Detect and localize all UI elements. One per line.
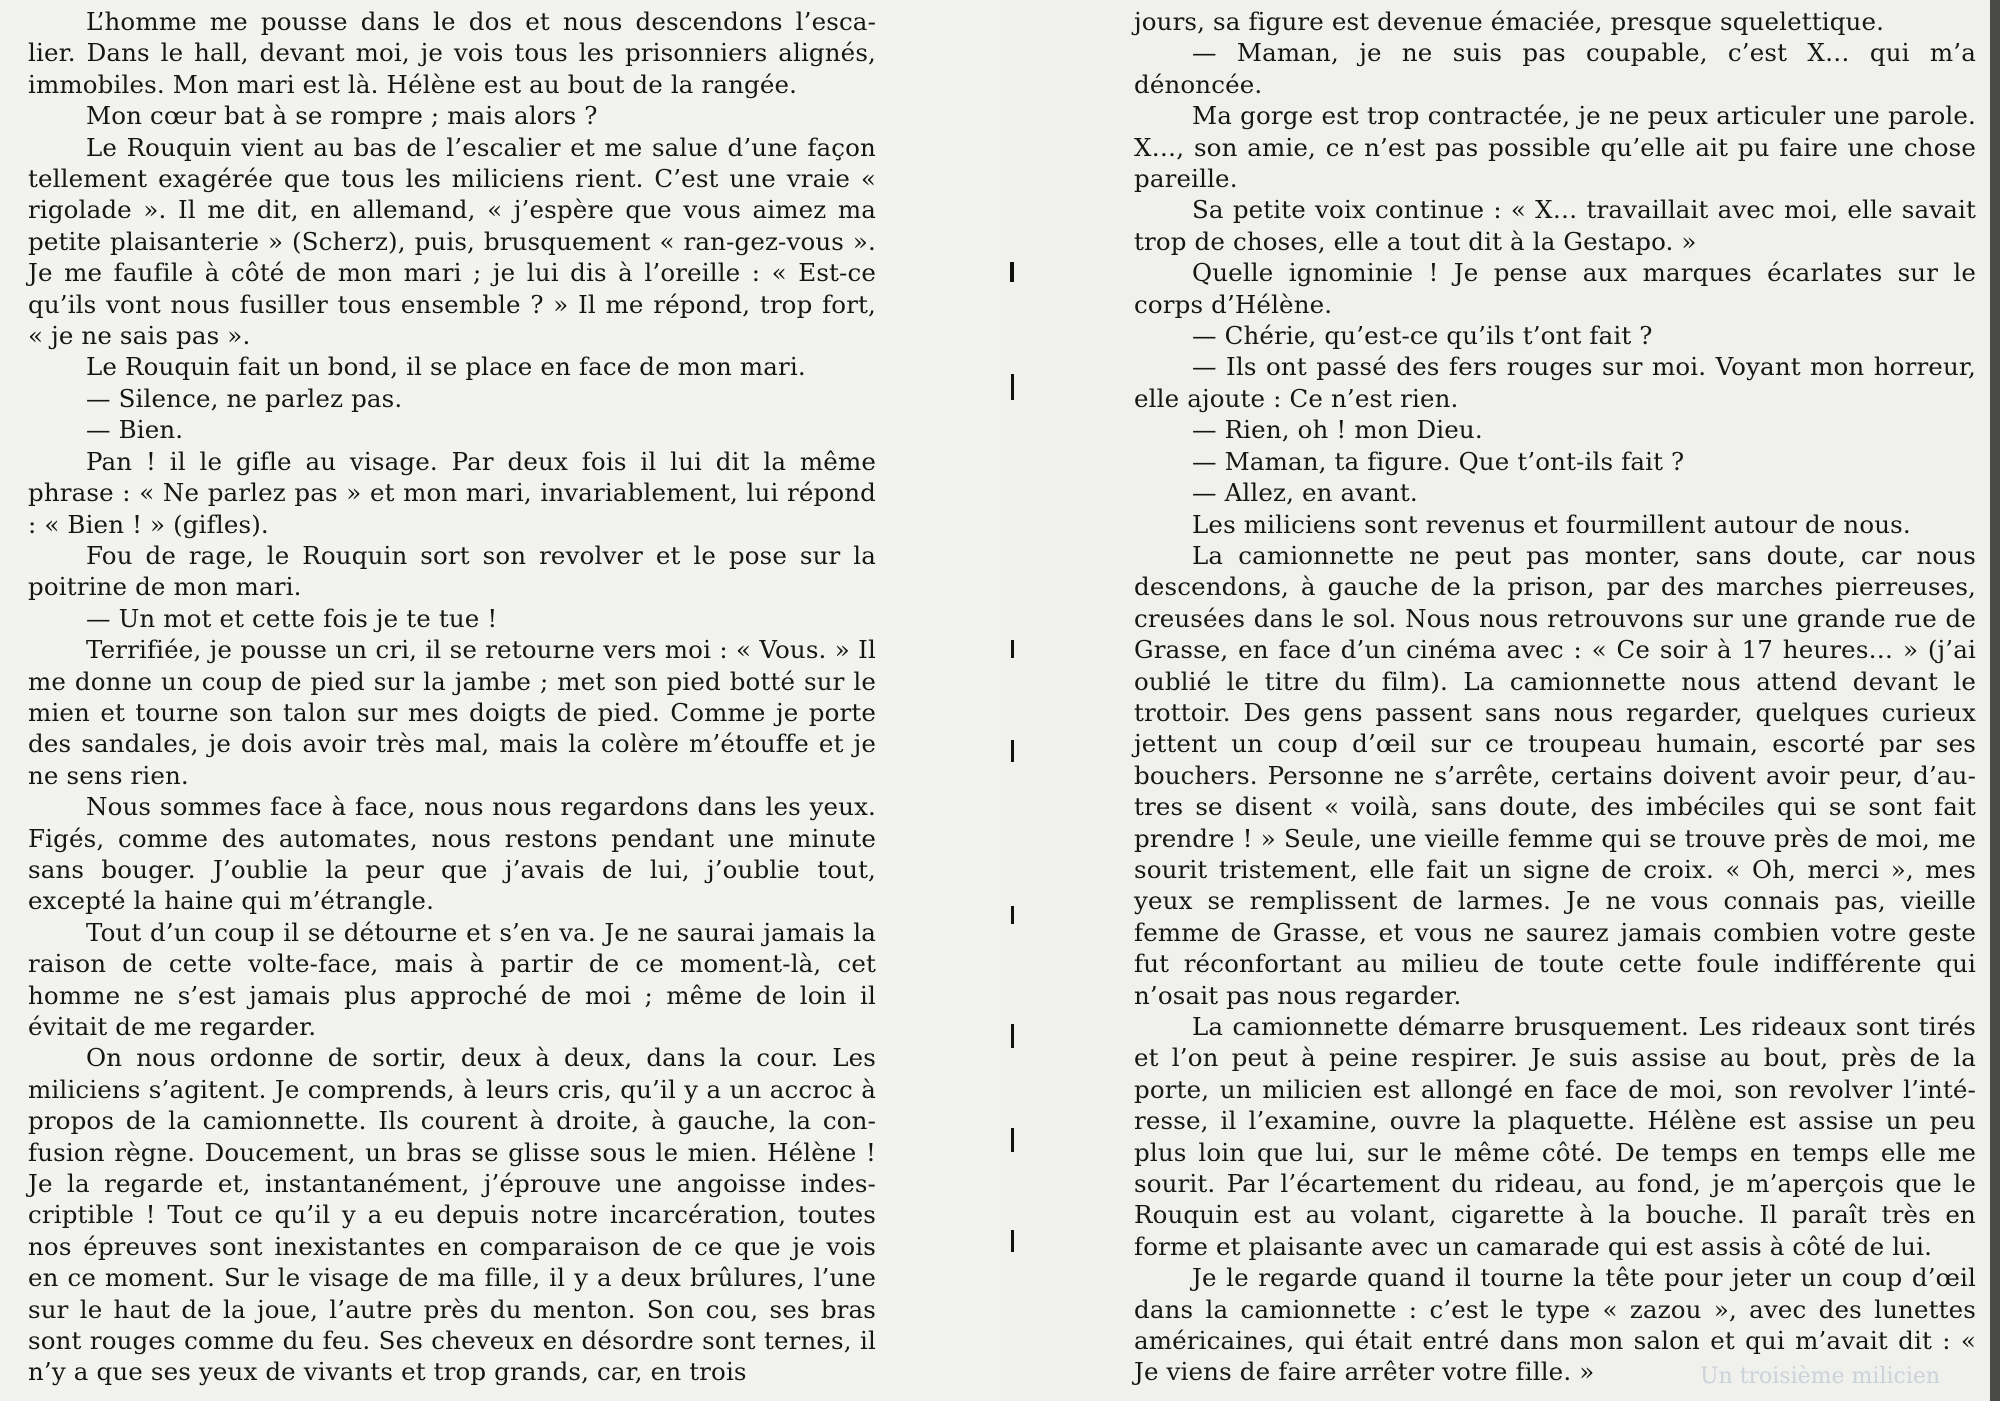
left-dialogue-line: — Un mot et cette fois je te tue ! [86,603,498,633]
left-paragraph: Le Rouquin fait un bond, il se place en face de mon mari. [86,352,806,382]
right-paragraph: Je le regarde quand il tourne la tête pour jeter un coup d’œil dans la camionnette : c’est le type « zazou », avec des lunettes américaines, qui était entré dans mon salon et qui m’avait dit : « Je viens de faire arrêter votre fille. » [1134,1263,1976,1387]
left-dialogue-line: — Bien. [86,415,184,445]
gutter-speck [1011,1230,1014,1252]
right-paragraph: La camionnette ne peut pas monter, sans doute, car nous descendons, à gauche de la prison, par des marches pierreuses, creusées dans le sol. Nous nous retrouvons sur une grande rue de Grasse, en face d’un cinéma avec : « Ce soir à 17 heures… » (j’ai oublié le titre du film). La camionnette nous attend devant le trottoir. Des gens passent sans nous regarder, quelques curieux jettent un coup d’œil sur ce troupeau humain, escorté par ses bouchers. Personne ne s’arrête, certains doivent avoir peur, d’au-tres se disent « voilà, sans doute, des imbéciles qui se sont fait prendre ! » Seule, une vieille femme qui se trouve près de moi, me sourit tristement, elle fait un signe de croix. « Oh, merci », mes yeux se remplissent de larmes. Je ne vous connais pas, vieille femme de Grasse, et vous ne saurez jamais combien votre geste fut réconfortant au milieu de toute cette foule indifférente qui n’osait pas nous regarder. [1134,540,1976,1010]
gutter-speck [1010,262,1014,282]
left-paragraph: Pan ! il le gifle au visage. Par deux fois il lui dit la même phrase : « Ne parlez pas » et mon mari, invariablement, lui répond : « Bien ! » (gifles). [28,446,876,539]
right-page-text-column [1134,6,1976,1388]
gutter-speck [1011,1128,1014,1152]
right-paragraph: Quelle ignominie ! Je pense aux marques écarlates sur le corps d’Hélène. [1134,258,1976,319]
gutter-speck [1011,906,1014,924]
left-dialogue-line: — Silence, ne parlez pas. [86,383,403,413]
left-paragraph: L’homme me pousse dans le dos et nous descendons l’esca-lier. Dans le hall, devant moi, je vois tous les prisonniers alignés, immobiles. Mon mari est là. Hélène est au bout de la rangée. [28,7,876,99]
left-paragraph: Terrifiée, je pousse un cri, il se retourne vers moi : « Vous. » Il me donne un coup de pied sur la jambe ; met son pied botté sur le mien et tourne son talon sur mes doigts de pied. Comme je porte des sandales, je dois avoir très mal, mais la colère m’étouffe et je ne sens rien. [28,635,876,790]
left-paragraph: Le Rouquin vient au bas de l’escalier et me salue d’une façon tellement exagérée que tous les miliciens rient. C’est une vraie « rigolade ». Il me dit, en allemand, « j’espère que vous aimez ma petite plaisanterie » (Scherz), puis, brusquement « ran-gez-vous ». Je me faufile à côté de mon mari ; je lui dis à l’oreille : « Est-ce qu’ils vont nous fusiller tous ensemble ? » Il me répond, trop fort, « je ne sais pas ». [28,132,876,351]
left-page-text-column [28,6,876,1388]
gutter-speck [1011,740,1014,762]
left-paragraph: Tout d’un coup il se détourne et s’en va. Je ne saurai jamais la raison de cette volte-face, mais à partir de ce moment-là, cet homme ne s’est jamais plus approché de moi ; même de loin il évitait de me regarder. [28,917,876,1041]
right-dialogue-line: — Allez, en avant. [1192,478,1418,508]
right-dialogue-line: — Ils ont passé des fers rouges sur moi. Voyant mon horreur, elle ajoute : Ce n’est rien. [1134,352,1976,413]
right-dialogue-line: — Rien, oh ! mon Dieu. [1192,415,1483,445]
right-paragraph: Sa petite voix continue : « X… travaillait avec moi, elle savait trop de choses, elle a tout dit à la Gestapo. » [1134,195,1976,256]
right-paragraph: Les miliciens sont revenus et fourmillent autour de nous. [1192,509,1911,539]
gutter-speck [1011,640,1014,658]
right-paragraph: Ma gorge est trop contractée, je ne peux articuler une parole. X…, son amie, ce n’est pas possible qu’elle ait pu faire une chose pareille. [1134,101,1976,194]
right-dialogue-line: — Chérie, qu’est-ce qu’ils t’ont fait ? [1192,321,1653,351]
right-dialogue-line: — Maman, ta figure. Que t’ont-ils fait ? [1192,446,1685,476]
right-paragraph: jours, sa figure est devenue émaciée, presque squelettique. [1134,7,1885,36]
faded-next-page-catchline: Un troisième milicien [1700,1364,1941,1389]
left-paragraph: Mon cœur bat à se rompre ; mais alors ? [86,101,598,131]
gutter-speck [1011,1024,1014,1048]
left-paragraph: Fou de rage, le Rouquin sort son revolver et le pose sur la poitrine de mon mari. [28,540,876,602]
gutter-speck [1011,374,1014,400]
left-paragraph: On nous ordonne de sortir, deux à deux, dans la cour. Les miliciens s’agitent. Je comprends, à leurs cris, qu’il y a un accroc à propos de la camionnette. Ils courent à droite, à gauche, la con-fusion règne. Doucement, un bras se glisse sous le mien. Hélène ! Je la regarde et, instantanément, j’éprouve une angoisse indes-criptible ! Tout ce qu’il y a eu depuis notre incarcération, toutes nos épreuves sont inexistantes en comparaison de ce que je vois en ce moment. Sur le visage de ma fille, il y a deux brûlures, l’une sur le haut de la joue, l’autre près du menton. Son cou, ses bras sont rouges comme du feu. Ses cheveux en désordre sont ternes, il n’y a que ses yeux de vivants et trop grands, car, en trois [28,1043,876,1387]
right-paragraph: La camionnette démarre brusquement. Les rideaux sont tirés et l’on peut à peine respirer. Je suis assise au bout, près de la porte, un milicien est allongé en face de moi, son revolver l’inté-resse, il l’examine, ouvre la plaquette. Hélène est assise un peu plus loin que lui, sur le même côté. De temps en temps elle me sourit. Par l’écartement du rideau, au fond, je m’aperçois que le Rouquin est au volant, cigarette à la bouche. Il paraît très en forme et plaisante avec un camarade qui est assis à côté de lui. [1134,1012,1976,1261]
left-paragraph: Nous sommes face à face, nous nous regardons dans les yeux. Figés, comme des automates, nous restons pendant une minute sans bouger. J’oublie la peur que j’avais de lui, j’oublie tout, excepté la haine qui m’étrangle. [28,792,876,916]
right-dialogue-line: — Maman, je ne suis pas coupable, c’est X… qui m’a dénoncée. [1134,38,1976,99]
